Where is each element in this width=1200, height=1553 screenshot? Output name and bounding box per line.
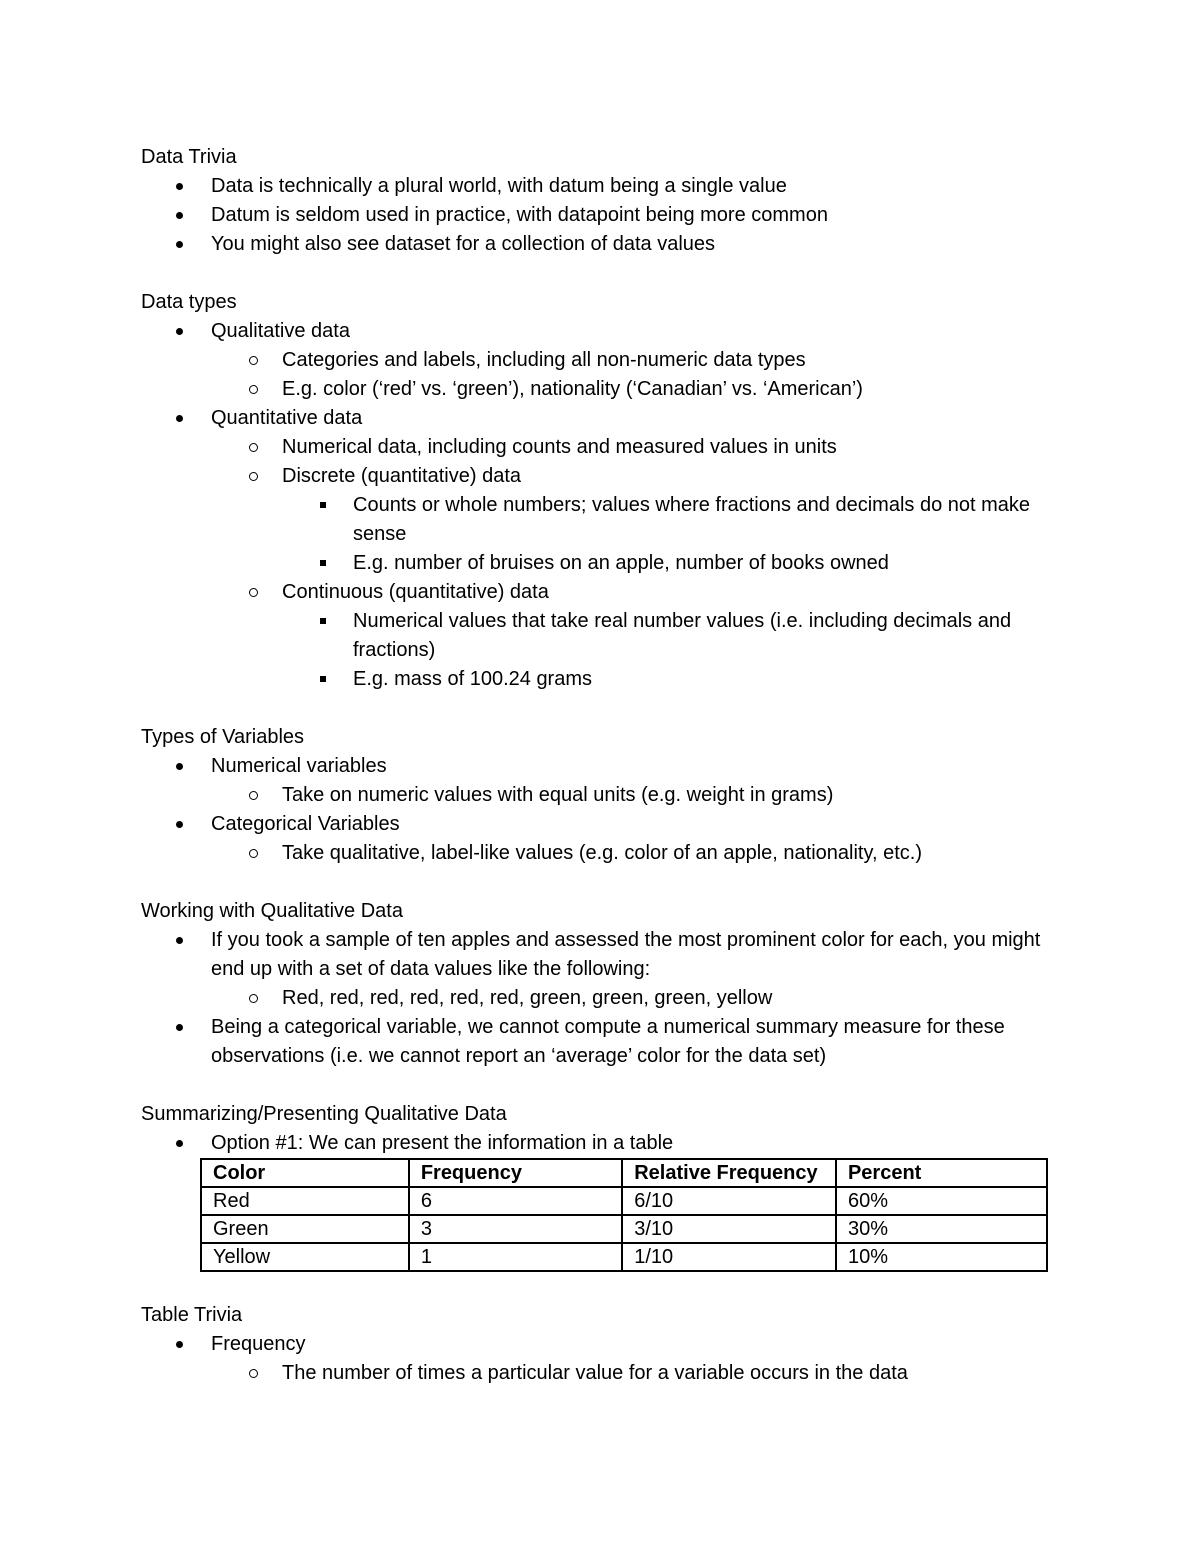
- list-item: Numerical data, including counts and measured values in units: [141, 433, 1061, 462]
- list-item: E.g. number of bruises on an apple, number of books owned: [141, 549, 1061, 578]
- bullet-icon: [176, 212, 183, 219]
- section-heading-data-trivia: Data Trivia: [141, 146, 237, 168]
- list-item: Numerical variables: [141, 752, 1061, 781]
- document-body: [141, 143, 1061, 1388]
- bullet-icon: [176, 763, 183, 770]
- bullet-icon: [176, 937, 183, 944]
- frequency-table: [200, 1158, 1048, 1272]
- table-cell: 1: [409, 1243, 622, 1271]
- list-item: Data is technically a plural world, with datum being a single value: [141, 172, 1061, 201]
- circle-bullet-icon: [249, 443, 258, 452]
- circle-bullet-icon: [249, 472, 258, 481]
- bullet-icon: [176, 241, 183, 248]
- table-cell: 3: [409, 1215, 622, 1243]
- table-row: [201, 1243, 1047, 1271]
- circle-bullet-icon: [249, 1369, 258, 1378]
- bullet-icon: [176, 415, 183, 422]
- bullet-icon: [176, 1024, 183, 1031]
- square-bullet-icon: [320, 676, 326, 682]
- list-item: E.g. mass of 100.24 grams: [141, 665, 1061, 694]
- circle-bullet-icon: [249, 588, 258, 597]
- section-heading-summarizing: Summarizing/Presenting Qualitative Data: [141, 1103, 507, 1125]
- table-row: [201, 1215, 1047, 1243]
- circle-bullet-icon: [249, 994, 258, 1003]
- bullet-icon: [176, 183, 183, 190]
- list-item: You might also see dataset for a collection of data values: [141, 230, 1061, 259]
- list-item: If you took a sample of ten apples and assessed the most prominent color for each, you might end up with a set of data values like the following:: [141, 926, 1051, 984]
- list-item: The number of times a particular value for a variable occurs in the data: [141, 1359, 1061, 1388]
- table-header-cell: Percent: [836, 1159, 1047, 1187]
- table-cell: 30%: [836, 1215, 1047, 1243]
- circle-bullet-icon: [249, 356, 258, 365]
- table-cell: Red: [201, 1187, 409, 1215]
- bullet-icon: [176, 328, 183, 335]
- list-item: E.g. color (‘red’ vs. ‘green’), nationality (‘Canadian’ vs. ‘American’): [141, 375, 1061, 404]
- circle-bullet-icon: [249, 385, 258, 394]
- list-item: Continuous (quantitative) data: [141, 578, 1061, 607]
- list-item: Red, red, red, red, red, red, green, green, green, yellow: [141, 984, 1061, 1013]
- square-bullet-icon: [320, 618, 326, 624]
- section-heading-working-qualitative: Working with Qualitative Data: [141, 900, 403, 922]
- circle-bullet-icon: [249, 849, 258, 858]
- list-item: Datum is seldom used in practice, with datapoint being more common: [141, 201, 1061, 230]
- table-cell: 10%: [836, 1243, 1047, 1271]
- section-heading-data-types: Data types: [141, 291, 237, 313]
- table-header-cell: Frequency: [409, 1159, 622, 1187]
- table-cell: 3/10: [622, 1215, 836, 1243]
- circle-bullet-icon: [249, 791, 258, 800]
- list-item: Numerical values that take real number values (i.e. including decimals and fractions): [141, 607, 1043, 665]
- list-item: Frequency: [141, 1330, 1061, 1359]
- table-cell: 6/10: [622, 1187, 836, 1215]
- list-item: Qualitative data: [141, 317, 1061, 346]
- list-item: Counts or whole numbers; values where fractions and decimals do not make sense: [141, 491, 1043, 549]
- list-item: Option #1: We can present the information in a table: [141, 1129, 1061, 1158]
- square-bullet-icon: [320, 560, 326, 566]
- bullet-icon: [176, 1140, 183, 1147]
- table-cell: 6: [409, 1187, 622, 1215]
- list-item: Quantitative data: [141, 404, 1061, 433]
- table-header-row: [201, 1159, 1047, 1187]
- list-item: Take qualitative, label-like values (e.g. color of an apple, nationality, etc.): [141, 839, 1061, 868]
- table-cell: 1/10: [622, 1243, 836, 1271]
- section-heading-table-trivia: Table Trivia: [141, 1304, 243, 1326]
- list-item: Take on numeric values with equal units (e.g. weight in grams): [141, 781, 1061, 810]
- list-item: Categorical Variables: [141, 810, 1061, 839]
- list-item: Being a categorical variable, we cannot compute a numerical summary measure for these observations (i.e. we cannot report an ‘average’ color for the data set): [141, 1013, 1051, 1071]
- bullet-icon: [176, 821, 183, 828]
- table-cell: Yellow: [201, 1243, 409, 1271]
- section-heading-types-of-variables: Types of Variables: [141, 726, 305, 748]
- bullet-icon: [176, 1341, 183, 1348]
- table-cell: 60%: [836, 1187, 1047, 1215]
- list-item: Discrete (quantitative) data: [141, 462, 1061, 491]
- table-row: [201, 1187, 1047, 1215]
- table-cell: Green: [201, 1215, 409, 1243]
- table-header-cell: Relative Frequency: [622, 1159, 836, 1187]
- square-bullet-icon: [320, 502, 326, 508]
- list-item: Categories and labels, including all non-numeric data types: [141, 346, 1061, 375]
- table-header-cell: Color: [201, 1159, 409, 1187]
